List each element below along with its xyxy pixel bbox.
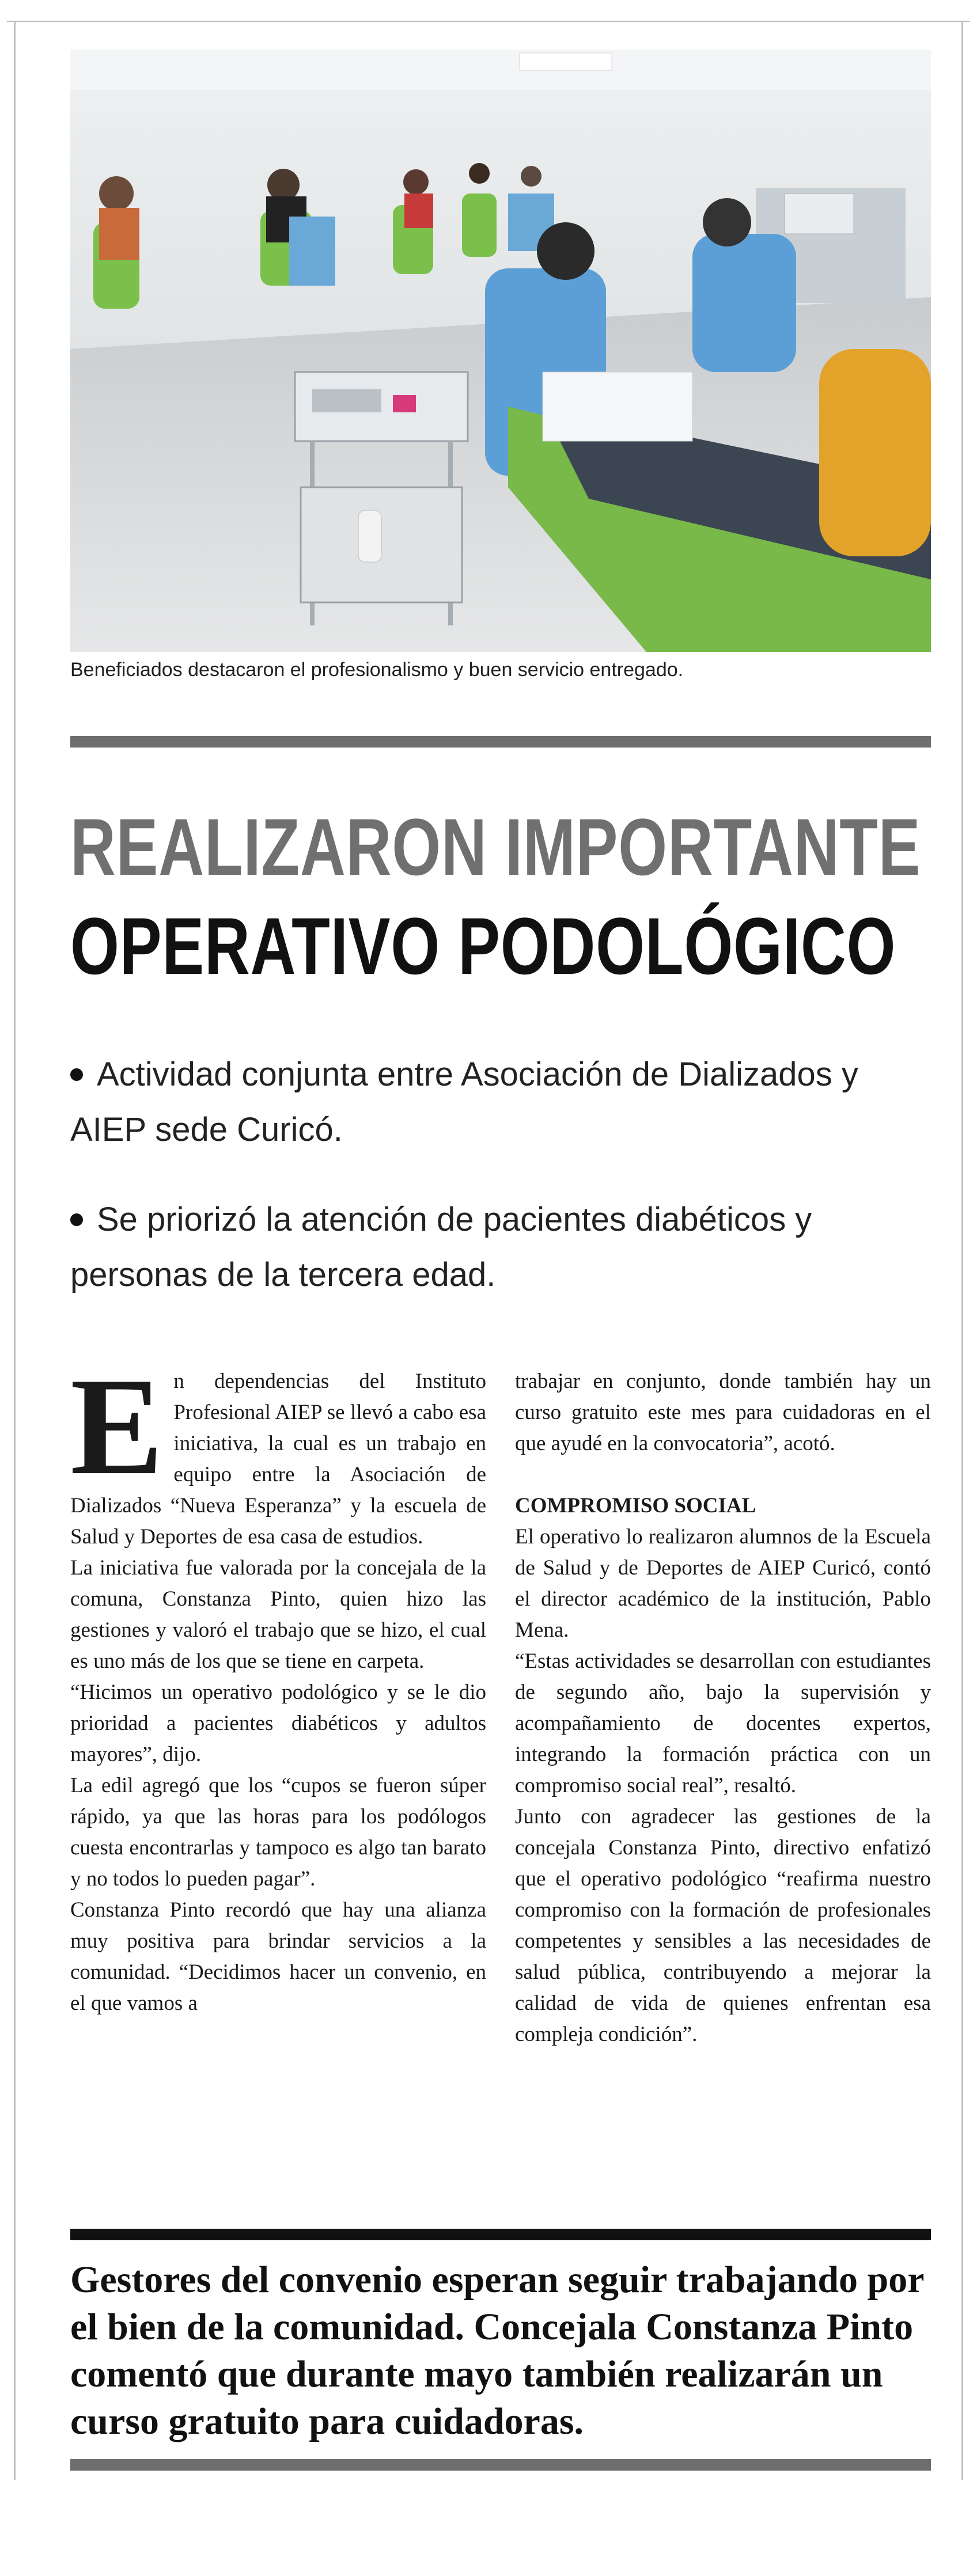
photo-caption: Beneficiados destacaron el profesionalismo y buen servicio entregado. bbox=[70, 659, 684, 681]
body-paragraph: La iniciativa fue valorada por la concejala de la comuna, Constanza Pinto, quien hizo las gestiones y valoró el trabajo que se hizo, el cual es uno más de los que se tiene en carpeta. bbox=[70, 1556, 486, 1673]
body-paragraph: “Hicimos un operativo podológico y se le dio prioridad a pacientes diabéticos y adultos mayores”, dijo. bbox=[70, 1680, 486, 1766]
body-paragraph: “Estas actividades se desarrollan con estudiantes de segundo año, bajo la supervisión y acompañamiento de docentes expertos, integrando la formación práctica con un compromiso social real”, resaltó. bbox=[515, 1649, 931, 1797]
drop-cap: E bbox=[70, 1349, 164, 1504]
page-frame-left bbox=[14, 21, 16, 2480]
bullet-list bbox=[70, 1047, 931, 1337]
summary-rule-top bbox=[70, 2229, 931, 2240]
body-paragraph: La edil agregó que los “cupos se fueron súper rápido, ya que las horas para los podólogos cuesta encontrarlas y tampoco es algo tan barato y no todos lo pueden pagar”. bbox=[70, 1774, 486, 1891]
bullet-text: Actividad conjunta entre Asociación de Dializados y AIEP sede Curicó. bbox=[70, 1056, 858, 1148]
bullet-dot-icon bbox=[70, 1213, 83, 1226]
article-column-right bbox=[515, 1366, 931, 2050]
summary-box: Gestores del convenio esperan seguir trabajando por el bien de la comunidad. Concejala Constanza Pinto comentó que durante mayo también realizarán un curso gratuito para cuidadoras. bbox=[70, 2259, 924, 2442]
section-heading: COMPROMISO SOCIAL bbox=[515, 1494, 756, 1517]
headline bbox=[70, 798, 921, 996]
body-paragraph: El operativo lo realizaron alumnos de la Escuela de Salud y de Deportes de AIEP Curicó, contó el director académico de la institución, Pablo Mena. bbox=[515, 1525, 931, 1642]
bullet-item bbox=[70, 1192, 931, 1303]
headline-line-2: OPERATIVO PODOLÓGICO bbox=[70, 901, 896, 991]
article-photo bbox=[70, 50, 931, 652]
bullet-dot-icon bbox=[70, 1068, 83, 1081]
article-column-left bbox=[70, 1349, 486, 2019]
page-frame-top bbox=[7, 21, 970, 22]
page-frame-right bbox=[961, 21, 963, 2480]
summary-rule-bottom bbox=[70, 2459, 931, 2471]
body-paragraph: trabajar en conjunto, donde también hay un curso gratuito este mes para cuidadoras en el que ayudé en la convocatoria”, acotó. bbox=[515, 1369, 931, 1455]
bullet-text: Se priorizó la atención de pacientes diabéticos y personas de la tercera edad. bbox=[70, 1201, 812, 1293]
body-paragraph: Constanza Pinto recordó que hay una alianza muy positiva para brindar servicios a la comunidad. “Decidimos hacer un convenio, en el que vamos a bbox=[70, 1898, 486, 2015]
body-paragraph: Junto con agradecer las gestiones de la concejala Constanza Pinto, directivo enfatizó que el operativo podológico “reafirma nuestro compromiso con la formación de profesionales competentes y sensibles a las necesidades de salud pública, contribuyendo a mejorar la calidad de vida de quienes enfrentan esa compleja condición”. bbox=[515, 1805, 931, 2046]
divider-rule bbox=[70, 736, 931, 748]
lead-paragraph: En dependencias del Instituto Profesional AIEP se llevó a cabo esa iniciativa, la cual es un trabajo en equipo entre la Asociación de Dializados “Nueva Esperanza” y la escuela de Salud y Deportes de esa casa de estudios. bbox=[70, 1349, 486, 1549]
headline-line-1: REALIZARON IMPORTANTE bbox=[70, 802, 921, 892]
bullet-item bbox=[70, 1047, 931, 1158]
